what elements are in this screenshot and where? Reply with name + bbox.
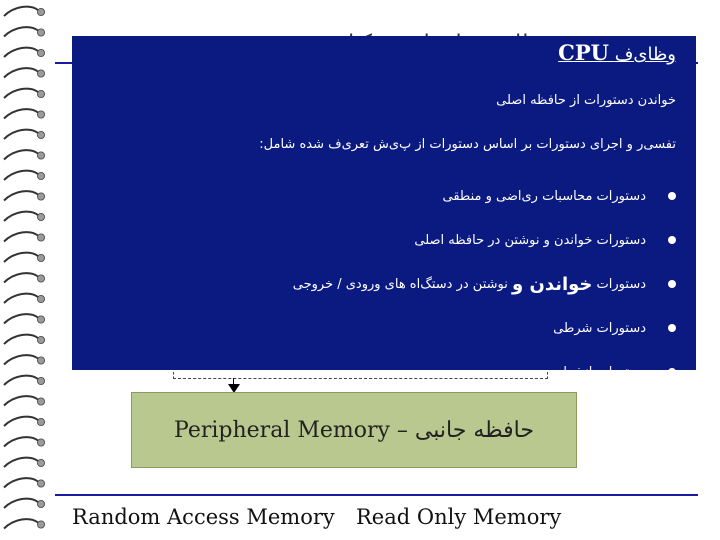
spiral-hole bbox=[37, 439, 44, 446]
bullet-icon bbox=[668, 192, 676, 200]
list-item-emphasis: خواندن و bbox=[512, 273, 593, 295]
spiral-hole bbox=[37, 254, 44, 261]
list-item-text: دستورات انشعاب bbox=[551, 364, 646, 380]
cpu-functions-overlay bbox=[72, 36, 696, 380]
spiral-hole bbox=[37, 275, 44, 282]
spiral-hole bbox=[37, 418, 44, 425]
spiral-ring bbox=[4, 396, 38, 405]
overlay-title-prefix: وظای‌ف bbox=[614, 44, 676, 65]
spiral-hole bbox=[37, 234, 44, 241]
spiral-hole bbox=[37, 500, 44, 507]
list-item bbox=[293, 262, 676, 306]
spiral-hole bbox=[37, 295, 44, 302]
spiral-hole bbox=[37, 336, 44, 343]
overlay-line-interpret: تفسی‌ر و اجرای دستورات بر اساس دستورات از پ‌ی‌ش تعری‌ف شده شامل: bbox=[259, 137, 676, 152]
spiral-ring bbox=[4, 519, 38, 528]
spiral-hole bbox=[37, 459, 44, 466]
spiral-hole bbox=[37, 480, 44, 487]
spiral-ring bbox=[4, 150, 38, 159]
bullet-icon bbox=[668, 324, 676, 332]
spiral-ring bbox=[4, 253, 38, 262]
spiral-hole bbox=[37, 131, 44, 138]
list-item bbox=[293, 174, 676, 218]
spiral-hole bbox=[37, 377, 44, 384]
spiral-hole bbox=[37, 152, 44, 159]
spiral-hole bbox=[37, 90, 44, 97]
spiral-hole bbox=[37, 172, 44, 179]
spiral-ring bbox=[4, 232, 38, 241]
spiral-ring bbox=[4, 335, 38, 344]
spiral-ring bbox=[4, 68, 38, 77]
instruction-list bbox=[293, 174, 676, 394]
spiral-binding bbox=[0, 0, 54, 540]
spiral-ring bbox=[4, 48, 38, 57]
spiral-ring bbox=[4, 355, 38, 364]
spiral-ring bbox=[4, 7, 38, 16]
peripheral-memory-box bbox=[131, 392, 577, 468]
spiral-ring bbox=[4, 458, 38, 467]
spiral-ring bbox=[4, 171, 38, 180]
spiral-hole bbox=[37, 70, 44, 77]
spiral-ring bbox=[4, 27, 38, 36]
list-item-text: دستورات شرطی bbox=[553, 320, 646, 336]
spiral-hole bbox=[37, 111, 44, 118]
list-item bbox=[293, 306, 676, 350]
spiral-hole bbox=[37, 521, 44, 528]
spiral-ring bbox=[4, 130, 38, 139]
list-item-text: دستورات bbox=[596, 276, 646, 292]
bullet-icon bbox=[668, 280, 676, 288]
overlay-title bbox=[558, 40, 676, 65]
spiral-hole bbox=[37, 49, 44, 56]
spiral-ring bbox=[4, 417, 38, 426]
ram-label: Random Access Memory bbox=[72, 505, 335, 529]
list-item-text: دستورات خواندن و نوشتن در حافظه اصلی bbox=[414, 232, 646, 248]
spiral-hole bbox=[37, 213, 44, 220]
spiral-hole bbox=[37, 8, 44, 15]
spiral-hole bbox=[37, 316, 44, 323]
overlay-line-read: خواندن دستورات از حافظه اصلی bbox=[496, 93, 676, 108]
peripheral-memory-label: Peripheral Memory – حافظه جانبی bbox=[174, 417, 534, 443]
spiral-ring bbox=[4, 437, 38, 446]
spiral-ring bbox=[4, 294, 38, 303]
spiral-hole bbox=[37, 357, 44, 364]
list-item-text: نوشتن در دستگ‌اه های ورودی / خروجی bbox=[292, 276, 508, 292]
spiral-ring bbox=[4, 89, 38, 98]
spiral-ring bbox=[4, 109, 38, 118]
spiral-ring bbox=[4, 212, 38, 221]
spiral-ring bbox=[4, 376, 38, 385]
spiral-ring bbox=[4, 191, 38, 200]
spiral-ring bbox=[4, 314, 38, 323]
spiral-hole bbox=[37, 398, 44, 405]
list-item-text: دستورات محاسبات ری‌اضی و منطقی bbox=[442, 188, 646, 204]
spiral-hole bbox=[37, 29, 44, 36]
list-item bbox=[293, 218, 676, 262]
bottom-rule bbox=[55, 494, 698, 496]
spiral-ring bbox=[4, 273, 38, 282]
rom-label: Read Only Memory bbox=[356, 505, 562, 529]
spiral-ring bbox=[4, 499, 38, 508]
spiral-hole bbox=[37, 193, 44, 200]
bullet-icon bbox=[668, 368, 676, 376]
spiral-ring bbox=[4, 478, 38, 487]
list-item bbox=[293, 350, 676, 394]
overlay-title-cpu: CPU bbox=[558, 40, 609, 65]
bullet-icon bbox=[668, 236, 676, 244]
